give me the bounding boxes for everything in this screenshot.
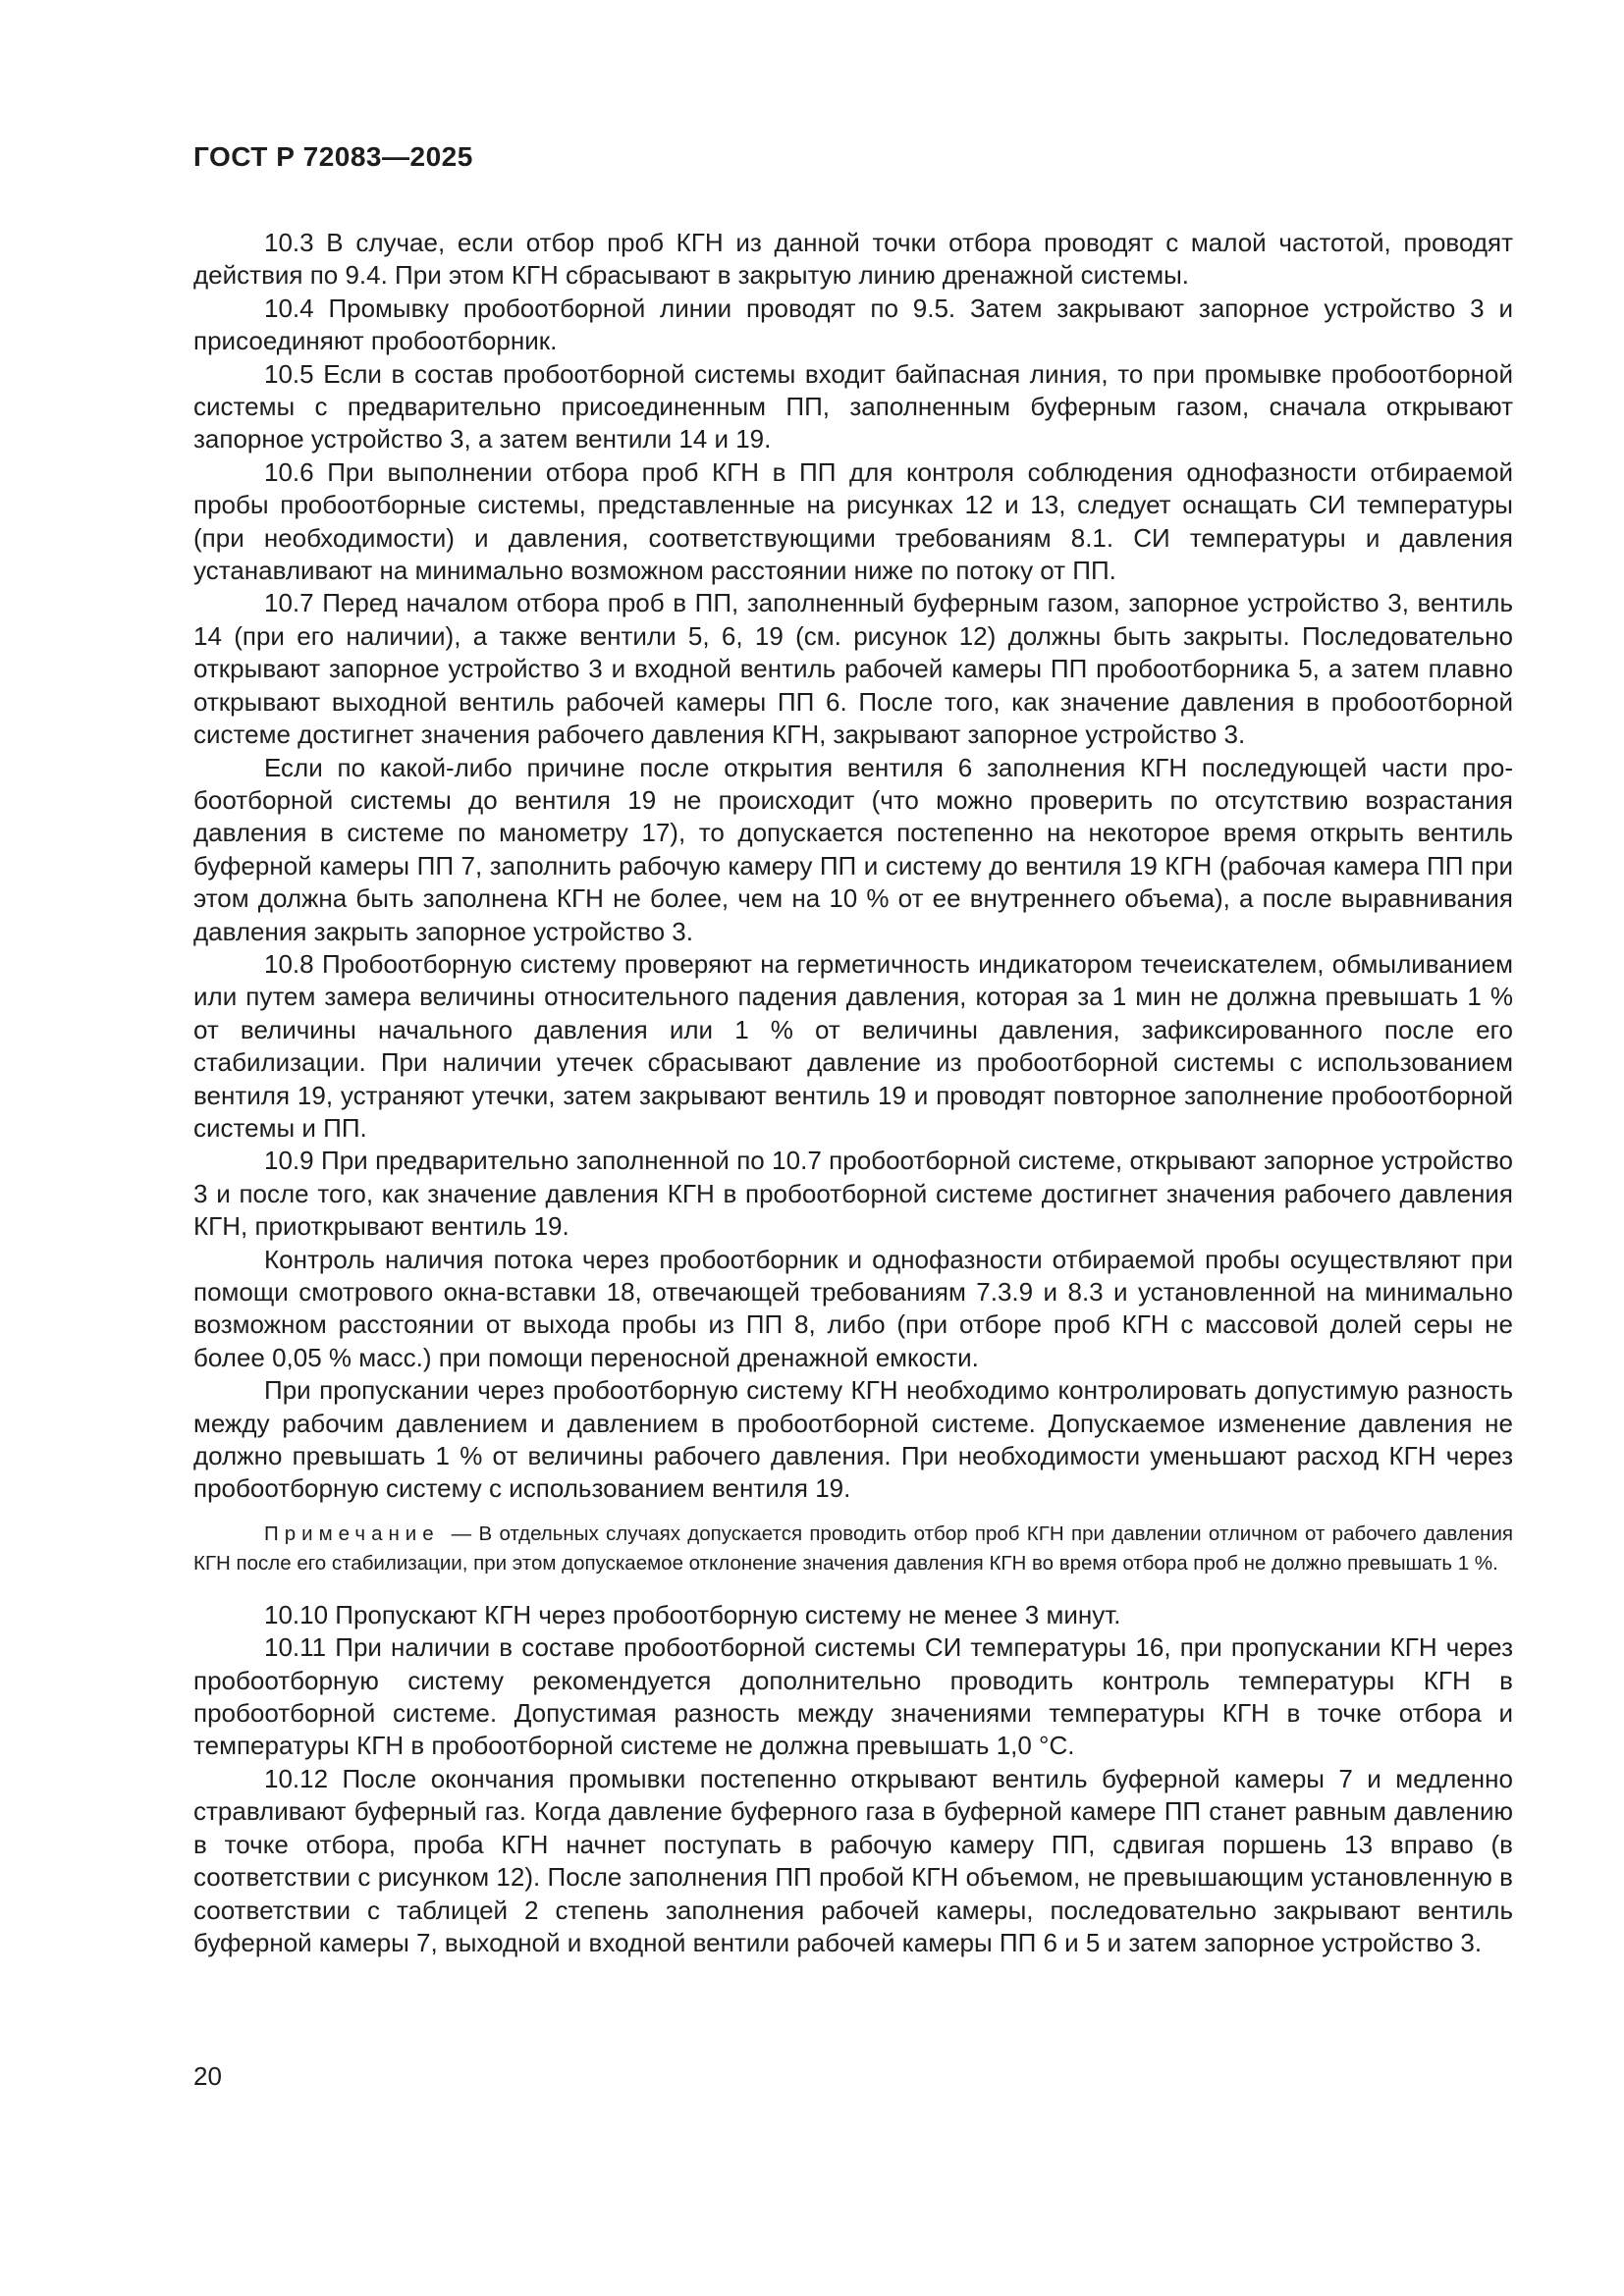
paragraph-10-10: 10.10 Пропускают КГН через пробоотборную систему не менее 3 минут. (264, 1599, 1121, 1629)
paragraph-10-5: 10.5 Если в состав пробоотборной системы входит байпасная линия, то при промывке пробоотборной системы с предварительно присоединенным ПП, заполненным буферным газом, сначала открывают запорное устройство 3, а затем вентили 14 и 19. (193, 358, 1513, 454)
note-text: — В отдельных случаях допускается проводить отбор проб КГН при давлении отличном от рабочего давления КГН после его стабилизации, при этом допускаемое отклонение значения давления КГН во время отбора проб не должно превышать 1 %. (193, 1522, 1513, 1575)
note-paragraph (193, 1520, 1513, 1578)
paragraph-10-9-continuation-1: Контроль наличия потока через пробоотборник и однофазности отбираемой пробы осуществляют при помощи смотрового окна-вставки 18, отвечающей требованиям 7.3.9 и 8.3 и установленной на минимально возможном расстоянии от выхода пробы из ПП 8, либо (при отборе проб КГН с массовой долей серы не более 0,05 % масс.) при помощи переносной дренажной емкости. (193, 1244, 1513, 1372)
paragraph-10-9: 10.9 При предварительно заполненной по 10.7 пробоотборной системе, открывают запорное устройство 3 и после того, как значение давления КГН в пробоотборной системе достигнет значения рабочего давления КГН, приоткрывают вентиль 19. (193, 1146, 1513, 1242)
page-number: 20 (193, 2061, 222, 2091)
paragraph-10-3: 10.3 В случае, если отбор проб КГН из данной точки отбора проводят с малой частотой, проводят действия по 9.4. При этом КГН сбрасывают в закрытую линию дренажной системы. (193, 228, 1513, 291)
paragraph-10-7: 10.7 Перед началом отбора проб в ПП, заполненный буферным газом, запорное устройство 3, вентиль 14 (при его наличии), а также вентили 5, 6, 19 (см. рисунок 12) должны быть закрыты. Последовательно открывают запорное устройство 3 и входной вентиль рабочей камеры ПП пробоотборника 5, а затем плавно открывают выходной вентиль рабочей камеры ПП 6. После того, как значение давления в пробоотборной системе достигнет значения рабочего давления КГН, закрывают запорное устройство 3. (193, 588, 1513, 750)
running-header-document-code: ГОСТ Р 72083—2025 (193, 141, 473, 172)
paragraph-10-9-continuation-2: При пропускании через пробоотборную систему КГН необходимо контролировать допустимую разность между рабочим давлением и давлением в пробоотборной системе. Допускаемое изменение давления не должно превышать 1 % от величины рабочего давления. При необходимости уменьшают расход КГН через пробоотборную систему с использованием вентиля 19. (193, 1375, 1513, 1504)
paragraph-10-11: 10.11 При наличии в составе пробоотборной системы СИ температуры 16, при пропускании КГН через пробоотборную систему рекомендуется дополнительно проводить контроль температуры КГН в пробоотборной системе. Допустимая разность между значениями температуры КГН в точке отбора и температуры КГН в пробоотборной системе не должна превышать 1,0 °С. (193, 1632, 1513, 1761)
paragraph-10-4: 10.4 Промывку пробоотборной линии проводят по 9.5. Затем закрывают запорное устройство 3 и присоединяют пробоотборник. (193, 293, 1513, 356)
paragraph-10-6: 10.6 При выполнении отбора проб КГН в ПП для контроля соблюдения однофазности отбираемой пробы пробоотборные системы, представленные на рисунках 12 и 13, следует оснащать СИ температуры (при необходимости) и давления, соответствующими требованиям 8.1. СИ температуры и давления устанавливают на минимально возможном расстоянии ниже по потоку от ПП. (193, 456, 1513, 586)
note-label: Примечание (264, 1522, 440, 1545)
paragraph-10-7-continuation: Если по какой-либо причине после открытия вентиля 6 заполнения КГН последующей части пробоотборной системы до вентиля 19 не происходит (что можно проверить по отсутствию возрастания давления в системе по манометру 17), то допускается постепенно на некоторое время открыть вентиль буферной камеры ПП 7, заполнить рабочую камеру ПП и систему до вентиля 19 КГН (рабочая камера ПП при этом должна быть заполнена КГН не более, чем на 10 % от ее внутреннего объема), а после выравнивания давления закрыть запорное устройство 3. (193, 752, 1513, 946)
paragraph-10-12: 10.12 После окончания промывки постепенно открывают вентиль буферной камеры 7 и медленно стравливают буферный газ. Когда давление буферного газа в буферной камере ПП станет равным давлению в точке отбора, проба КГН начнет поступать в рабочую камеру ПП, сдвигая поршень 13 вправо (в соответствии с рисунком 12). После заполнения ПП пробой КГН объемом, не превышающим установленную в соответствии с таблицей 2 степень заполнения рабочей камеры, последовательно закрывают вентиль буферной камеры 7, выходной и входной вентили рабочей камеры ПП 6 и 5 и затем запорное устройство 3. (193, 1763, 1513, 1957)
paragraph-10-8: 10.8 Пробоотборную систему проверяют на герметичность индикатором течеискателем, обмыливанием или путем замера величины относительного падения давления, которая за 1 мин не должна превышать 1 % от величины начального давления или 1 % от величины давления, зафиксированного после его стабилизации. При наличии утечек сбрасывают давление из пробоотборной системы с использованием вентиля 19, устраняют утечки, затем закрывают вентиль 19 и проводят повторное заполнение пробоотборной системы и ПП. (193, 948, 1513, 1143)
document-body (193, 227, 1513, 1959)
